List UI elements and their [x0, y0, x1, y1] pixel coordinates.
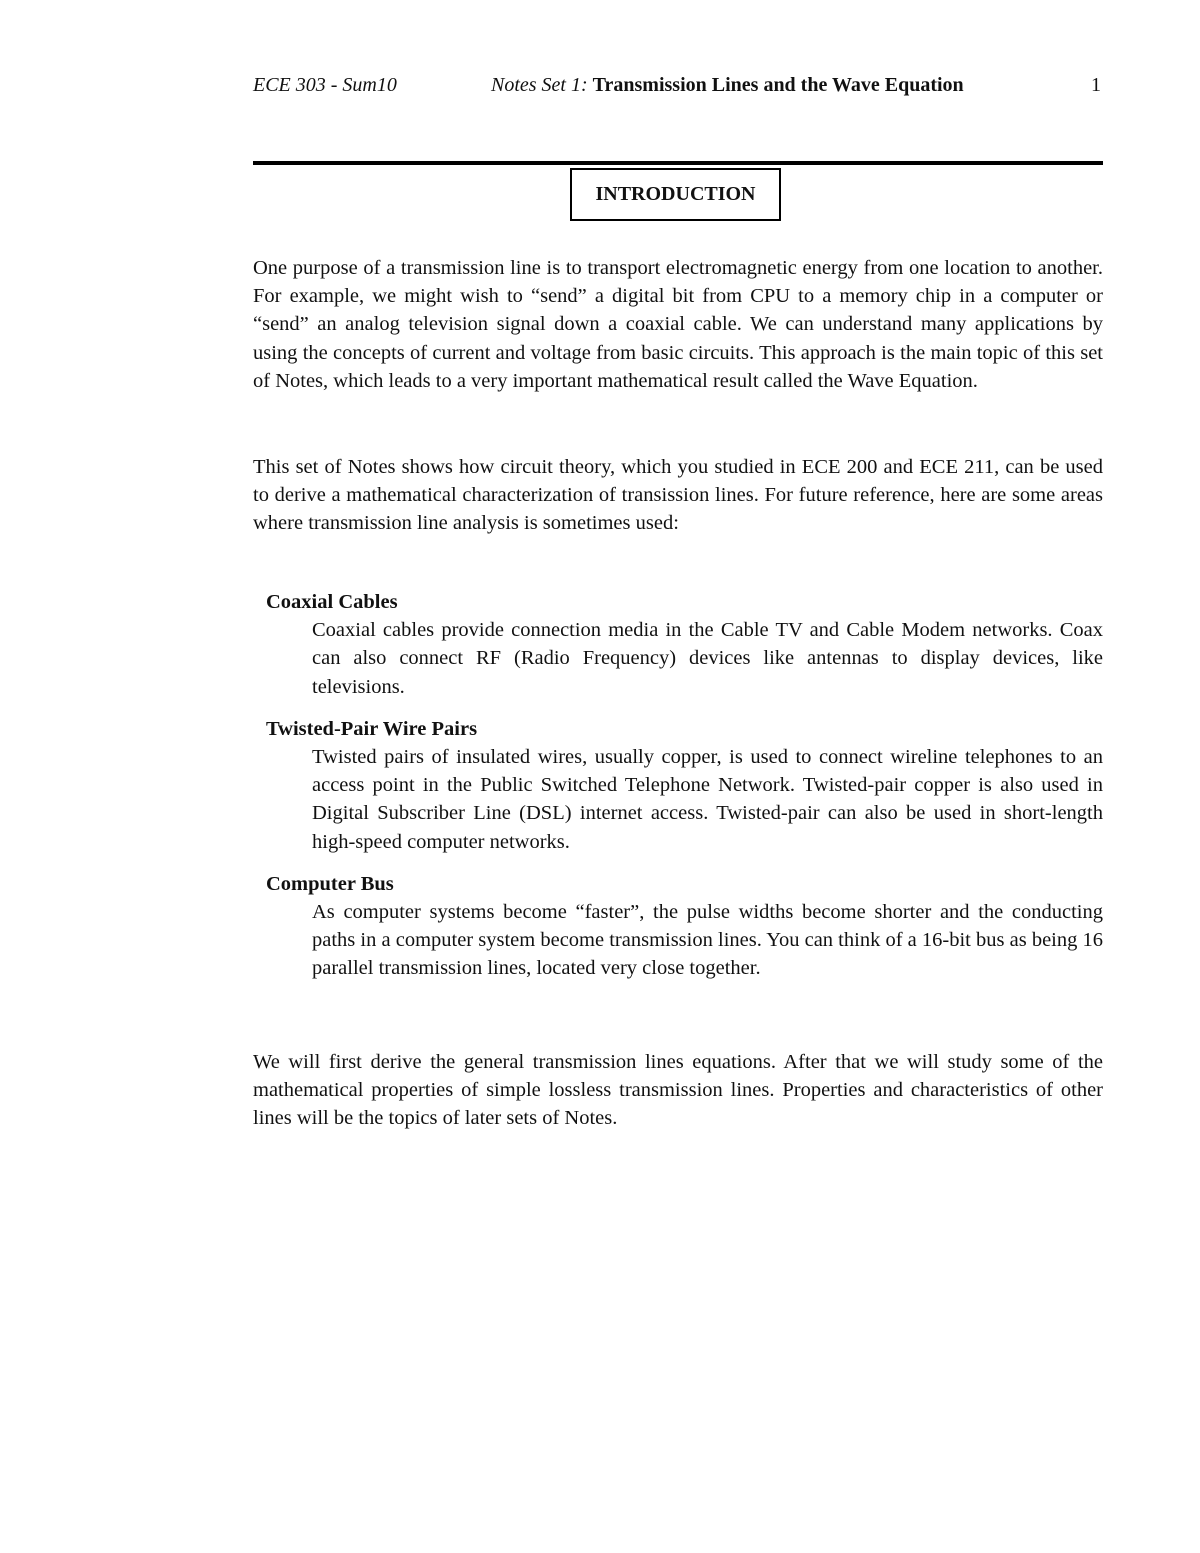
notes-title: Transmission Lines and the Wave Equation: [592, 74, 964, 96]
application-description-coaxial: Coaxial cables provide connection media in the Cable TV and Cable Modem networks. Coax can also connect RF (Radio Frequency) devices like antennas to display devices, like televisions.: [312, 619, 1103, 698]
section-title: INTRODUCTION: [595, 183, 756, 205]
page-number: 1: [1091, 74, 1101, 96]
notes-heading: [491, 74, 964, 97]
notes-set-label: Notes Set 1:: [491, 74, 588, 96]
intro-paragraph: One purpose of a transmission line is to transport electromagnetic energy from one location to another. For example, we might wish to “send” a digital bit from CPU to a memory chip in a computer or “send” an analog television signal down a coaxial cable. We can understand many applications by using the concepts of current and voltage from basic circuits. This approach is the main topic of this set of Notes, which leads to a very important mathematical result called the Wave Equation.: [253, 257, 1103, 392]
closing-paragraph: We will first derive the general transmission lines equations. After that we will study some of the mathematical properties of simple lossless transmission lines. Properties and characteristics of other lines will be the topics of later sets of Notes.: [253, 1051, 1103, 1130]
application-term-computer-bus: Computer Bus: [266, 872, 394, 895]
application-term-coaxial: Coaxial Cables: [266, 591, 398, 613]
section-title-box: [570, 168, 781, 221]
header-rule: [253, 161, 1103, 165]
application-description-computer-bus: As computer systems become “faster”, the pulse widths become shorter and the conducting paths in a computer system become transmission lines. You can think of a 16-bit bus as being 16 parallel transmission lines, located very close together.: [312, 901, 1103, 980]
circuit-theory-paragraph: This set of Notes shows how circuit theory, which you studied in ECE 200 and ECE 211, can be used to derive a mathematical characterization of transission lines. For future reference, here are some areas where transmission line analysis is sometimes used:: [253, 456, 1103, 535]
page-header: [253, 74, 1103, 104]
application-term-twisted-pair: Twisted-Pair Wire Pairs: [266, 717, 478, 740]
application-description-twisted-pair: Twisted pairs of insulated wires, usually copper, is used to connect wireline telephones to an access point in the Public Switched Telephone Network. Twisted-pair copper is also used in Digital Subscriber Line (DSL) internet access. Twisted-pair can also be used in short-length high-speed computer networks.: [312, 746, 1103, 853]
course-label: ECE 303 - Sum10: [253, 74, 397, 96]
applications-list: [266, 588, 1103, 997]
